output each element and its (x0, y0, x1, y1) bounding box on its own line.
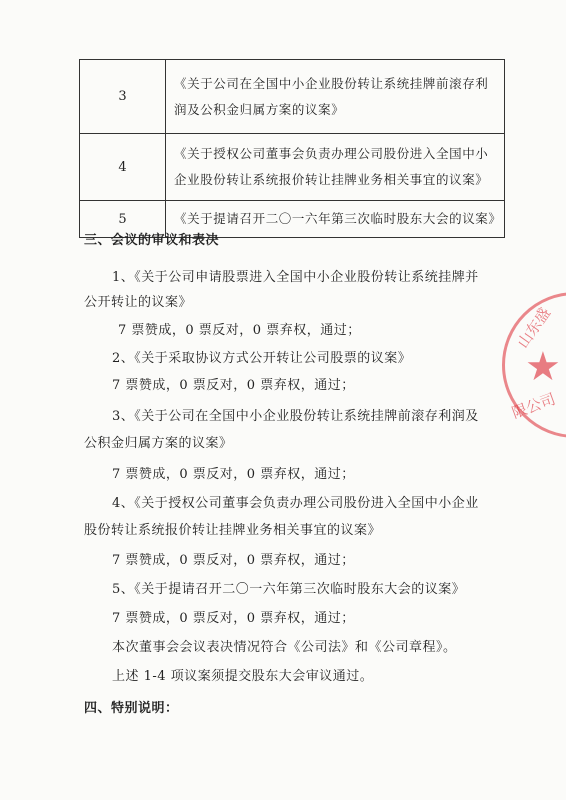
seal-text: 山东盛 (513, 304, 555, 352)
vote-result: 7 票赞成，0 票反对，0 票弃权，通过； (112, 467, 355, 482)
compliance-note: 本次董事会会议表决情况符合《公司法》和《公司章程》。 (112, 640, 457, 655)
submit-note: 上述 1-4 项议案须提交股东大会审议通过。 (112, 669, 374, 684)
table-row (80, 134, 505, 201)
table-row (80, 60, 505, 134)
motion-line: 2、《关于采取协议方式公开转让公司股票的议案》 (112, 351, 412, 366)
motion-title: 《关于提请召开二〇一六年第三次临时股东大会的议案》 (166, 201, 505, 238)
row-number: 3 (80, 60, 166, 134)
vote-result: 7 票赞成，0 票反对，0 票弃权，通过； (112, 611, 355, 626)
motion-title: 《关于授权公司董事会负责办理公司股份进入全国中小企业股份转让系统报价转让挂牌业务相关事宜的议案》 (166, 134, 505, 201)
motion-line: 股份转让系统报价转让挂牌业务相关事宜的议案》 (84, 523, 382, 538)
motion-title: 《关于公司在全国中小企业股份转让系统挂牌前滚存利润及公积金归属方案的议案》 (166, 60, 505, 134)
motion-line: 4、《关于授权公司董事会负责办理公司股份进入全国中小企业 (112, 496, 479, 511)
motion-line: 5、《关于提请召开二〇一六年第三次临时股东大会的议案》 (112, 582, 466, 597)
section-heading: 四、特别说明： (84, 701, 179, 716)
seal-text: 限公司 (509, 389, 558, 423)
motion-line: 3、《关于公司在全国中小企业股份转让系统挂牌前滚存利润及 (112, 409, 479, 424)
vote-result: 7 票赞成，0 票反对，0 票弃权，通过； (118, 323, 361, 338)
row-number: 5 (80, 201, 166, 238)
star-icon: ★ (525, 344, 561, 390)
row-number: 4 (80, 134, 166, 201)
vote-result: 7 票赞成，0 票反对，0 票弃权，通过； (112, 378, 355, 393)
motion-line: 1、《关于公司申请股票进入全国中小企业股份转让系统挂牌并 (112, 270, 479, 285)
section-heading: 三、会议的审议和表决 (84, 233, 220, 248)
motions-table (79, 59, 505, 238)
vote-result: 7 票赞成，0 票反对，0 票弃权，通过； (112, 553, 355, 568)
motion-line: 公开转让的议案》 (84, 295, 193, 310)
motion-line: 公积金归属方案的议案》 (84, 436, 233, 451)
